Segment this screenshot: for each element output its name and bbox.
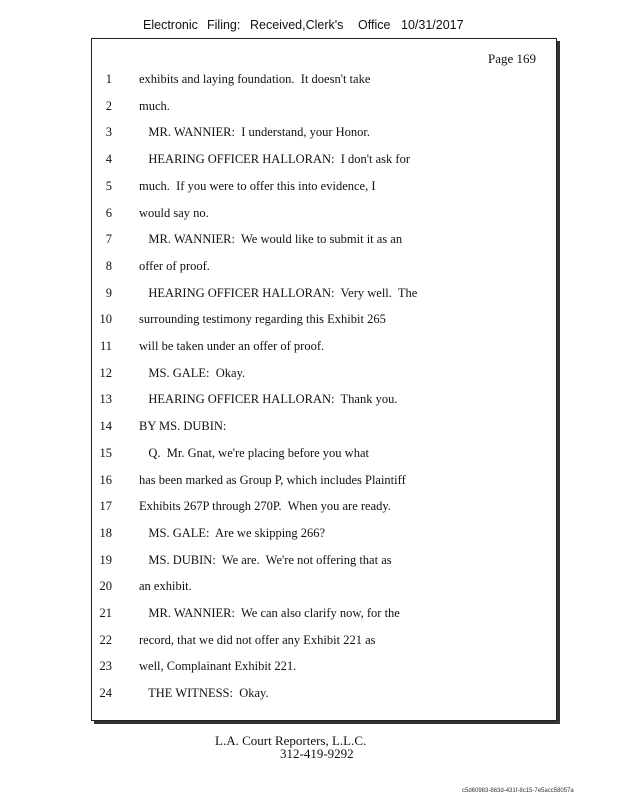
line-text: well, Complainant Exhibit 221. xyxy=(139,659,297,674)
transcript-page xyxy=(91,38,557,721)
electronic-filing-header xyxy=(0,18,618,40)
transcript-line xyxy=(92,179,556,197)
line-text: exhibits and laying foundation. It doesn't take xyxy=(139,72,371,86)
line-text: has been marked as Group P, which includes Plaintiff xyxy=(139,472,406,487)
transcript-line xyxy=(92,419,556,437)
line-text: would say no. xyxy=(139,205,209,220)
line-number: 8 xyxy=(105,258,112,273)
line-number: 7 xyxy=(105,232,112,247)
line-text: MR. WANNIER: I understand, your Honor. xyxy=(139,125,370,140)
transcript-line xyxy=(92,152,556,170)
transcript-line xyxy=(92,339,556,357)
line-text: THE WITNESS: Okay. xyxy=(139,686,269,701)
line-text: Exhibits 267P through 270P. When you are ready. xyxy=(139,499,391,514)
transcript-line xyxy=(92,606,556,624)
line-number: 6 xyxy=(105,205,112,220)
line-number: 16 xyxy=(99,472,112,487)
transcript-line xyxy=(92,686,556,704)
transcript-line xyxy=(92,72,556,90)
line-text: much. xyxy=(139,98,170,113)
line-number: 2 xyxy=(105,98,112,113)
transcript-line xyxy=(92,366,556,384)
line-number: 9 xyxy=(105,285,112,300)
transcript-line xyxy=(92,553,556,571)
line-text: HEARING OFFICER HALLORAN: Thank you. xyxy=(139,392,398,407)
page-number: Page 169 xyxy=(487,51,536,66)
line-number: 11 xyxy=(99,339,112,353)
transcript-line xyxy=(92,232,556,250)
filing-header-word: Filing: xyxy=(207,18,241,32)
transcript-line xyxy=(92,659,556,677)
line-number: 19 xyxy=(99,552,112,567)
transcript-line xyxy=(92,206,556,224)
transcript-line xyxy=(92,312,556,330)
line-text: Q. Mr. Gnat, we're placing before you what xyxy=(139,445,369,460)
transcript-line xyxy=(92,99,556,117)
court-reporter-phone: 312-419-9292 xyxy=(280,746,354,761)
filing-header-word: Office xyxy=(358,18,391,32)
line-number: 14 xyxy=(99,419,112,434)
line-text: surrounding testimony regarding this Exhibit 265 xyxy=(139,312,386,327)
line-number: 12 xyxy=(99,365,112,380)
filing-header-date: 10/31/2017 xyxy=(401,18,464,32)
transcript-line xyxy=(92,125,556,143)
transcript-line xyxy=(92,286,556,304)
line-text: HEARING OFFICER HALLORAN: I don't ask for xyxy=(139,152,410,167)
line-text: MR. WANNIER: We would like to submit it as an xyxy=(139,232,403,247)
line-number: 24 xyxy=(99,686,112,701)
line-number: 23 xyxy=(99,659,112,674)
line-number: 22 xyxy=(99,632,112,647)
line-text: an exhibit. xyxy=(139,579,192,594)
line-number: 5 xyxy=(105,178,112,193)
transcript-line xyxy=(92,633,556,651)
line-number: 18 xyxy=(99,525,112,540)
line-number: 20 xyxy=(99,579,112,594)
transcript-line xyxy=(92,259,556,277)
line-text: much. If you were to offer this into evidence, I xyxy=(139,178,376,193)
transcript-line xyxy=(92,579,556,597)
line-number: 1 xyxy=(105,72,112,86)
line-text: offer of proof. xyxy=(139,258,210,273)
line-text: MR. WANNIER: We can also clarify now, for the xyxy=(139,606,400,620)
court-reporter-name: L.A. Court Reporters, L.L.C. xyxy=(215,733,367,748)
line-number: 10 xyxy=(99,312,112,327)
transcript-line xyxy=(92,499,556,517)
filing-header-word: Electronic xyxy=(143,18,198,32)
line-number: 3 xyxy=(105,125,112,140)
line-text: MS. GALE: Okay. xyxy=(139,365,246,380)
line-text: MS. DUBIN: We are. We're not offering that as xyxy=(139,552,392,567)
line-number: 4 xyxy=(105,152,112,167)
line-text: will be taken under an offer of proof. xyxy=(139,339,325,353)
line-number: 17 xyxy=(99,499,112,514)
line-number: 21 xyxy=(99,606,112,620)
transcript-line xyxy=(92,446,556,464)
line-text: HEARING OFFICER HALLORAN: Very well. The xyxy=(139,285,418,300)
document-hash: c5d60983-863d-431f-8c15-7e5acc58057a xyxy=(462,788,574,794)
transcript-line xyxy=(92,526,556,544)
line-number: 15 xyxy=(99,445,112,460)
line-text: MS. GALE: Are we skipping 266? xyxy=(139,525,326,540)
line-number: 13 xyxy=(99,392,112,407)
line-text: record, that we did not offer any Exhibit 221 as xyxy=(139,632,376,647)
transcript-line xyxy=(92,473,556,491)
line-text: BY MS. DUBIN: xyxy=(139,419,227,434)
transcript-line xyxy=(92,392,556,410)
filing-header-word: Received,Clerk's xyxy=(250,18,344,32)
